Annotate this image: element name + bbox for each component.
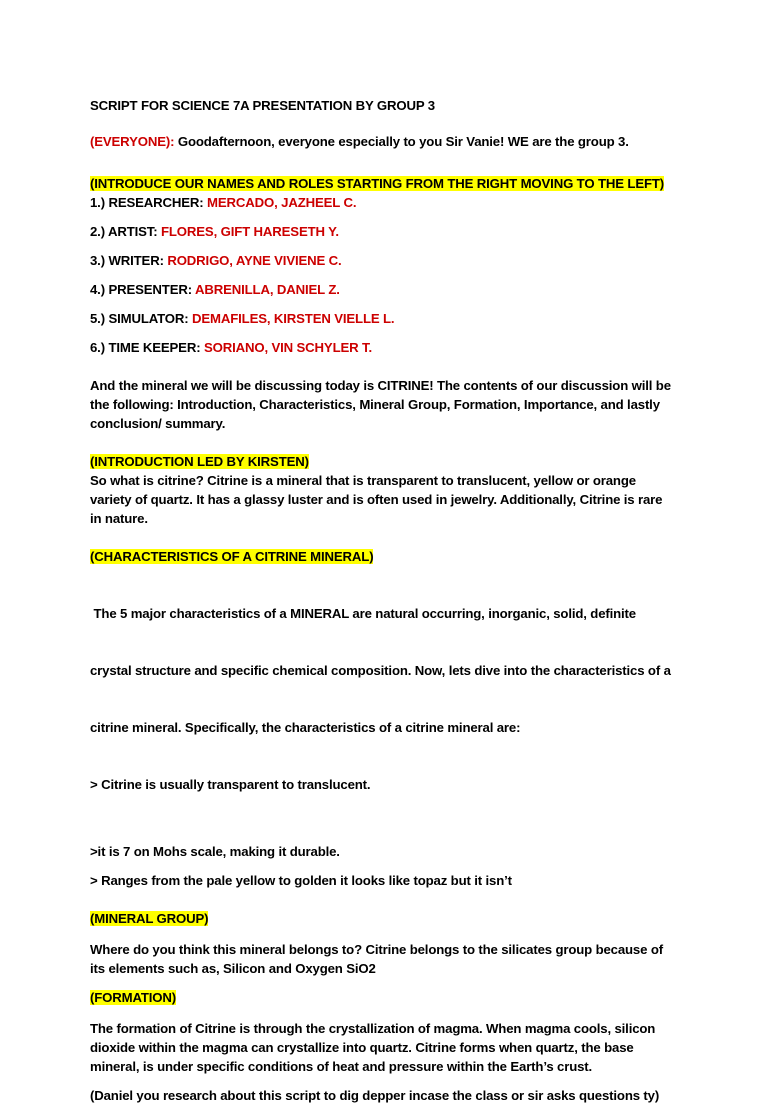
paragraph-line: citrine mineral. Specifically, the characteristics of a citrine mineral are: [90, 720, 521, 735]
role-name: DEMAFILES, KIRSTEN VIELLE L. [192, 311, 395, 326]
paragraph-line: mineral, is under specific conditions of heat and pressure within the Earth’s crust. [90, 1059, 593, 1074]
document-page [90, 96, 690, 1105]
mineral-group-heading [90, 909, 690, 928]
role-name: MERCADO, JAZHEEL C. [207, 195, 357, 210]
paragraph-line: The formation of Citrine is through the crystallization of magma. When magma cools, silicon [90, 1021, 656, 1036]
paragraph-line: conclusion/ summary. [90, 416, 226, 431]
formation-heading-text: (FORMATION) [90, 990, 176, 1005]
greeting-text: Goodafternoon, everyone especially to you Sir Vanie! WE are the group 3. [174, 134, 629, 149]
role-item-time-keeper [90, 338, 690, 357]
paragraph-line: So what is citrine? Citrine is a mineral that is transparent to translucent, yellow or orange [90, 473, 636, 488]
role-label: 1.) RESEARCHER: [90, 195, 208, 210]
document-title: SCRIPT FOR SCIENCE 7A PRESENTATION BY GROUP 3 [90, 98, 435, 113]
formation-heading [90, 988, 690, 1007]
greeting-speaker: (EVERYONE): [90, 134, 175, 149]
role-item-writer [90, 251, 690, 270]
role-item-artist [90, 222, 690, 241]
mineral-group-heading-text: (MINERAL GROUP) [90, 911, 209, 926]
overview-paragraph [90, 376, 690, 433]
mineral-group-paragraph [90, 940, 690, 978]
introduction-paragraph [90, 471, 690, 528]
role-item-researcher [90, 193, 690, 212]
paragraph-line: crystal structure and specific chemical composition. Now, lets dive into the characteristics of a [90, 663, 671, 678]
intro-names-heading [90, 174, 690, 193]
paragraph-line: variety of quartz. It has a glassy luster and is often used in jewelry. Additionally, Citrine is rare [90, 492, 663, 507]
introduction-heading [90, 452, 690, 471]
role-label: 2.) ARTIST: [90, 224, 161, 239]
role-name: FLORES, GIFT HARESETH Y. [160, 224, 339, 239]
paragraph-line: the following: Introduction, Characteristics, Mineral Group, Formation, Importance, and lastly [90, 397, 660, 412]
characteristic-bullet: > Ranges from the pale yellow to golden it looks like topaz but it isn’t [90, 873, 512, 888]
role-label: 6.) TIME KEEPER: [90, 340, 204, 355]
role-label: 5.) SIMULATOR: [90, 311, 193, 326]
role-name: SORIANO, VIN SCHYLER T. [203, 340, 372, 355]
paragraph-line: And the mineral we will be discussing today is CITRINE! The contents of our discussion will be [90, 378, 671, 393]
role-item-presenter [90, 280, 690, 299]
formation-note: (Daniel you research about this script to dig depper incase the class or sir asks questions ty) [90, 1088, 660, 1103]
characteristics-heading [90, 547, 690, 566]
introduction-heading-text: (INTRODUCTION LED BY KIRSTEN) [90, 454, 309, 469]
greeting-line [90, 132, 690, 151]
paragraph-line: > Citrine is usually transparent to translucent. [90, 777, 371, 792]
intro-names-heading-text: (INTRODUCE OUR NAMES AND ROLES STARTING FROM THE RIGHT MOVING TO THE LEFT) [90, 176, 665, 191]
role-name: RODRIGO, AYNE VIVIENE C. [167, 253, 342, 268]
paragraph-line: in nature. [90, 511, 148, 526]
paragraph-line: dioxide within the magma can crystallize into quartz. Citrine forms when quartz, the base [90, 1040, 634, 1055]
characteristics-paragraph [90, 566, 690, 832]
paragraph-line: The 5 major characteristics of a MINERAL are natural occurring, inorganic, solid, definite [90, 606, 636, 621]
formation-paragraph [90, 1019, 690, 1076]
characteristics-heading-text: (CHARACTERISTICS OF A CITRINE MINERAL) [90, 549, 374, 564]
paragraph-line: Where do you think this mineral belongs to? Citrine belongs to the silicates group because of [90, 942, 663, 957]
role-label: 3.) WRITER: [90, 253, 168, 268]
role-item-simulator [90, 309, 690, 328]
characteristic-bullet: >it is 7 on Mohs scale, making it durable. [90, 844, 340, 859]
paragraph-line: its elements such as, Silicon and Oxygen SiO2 [90, 961, 376, 976]
role-name: ABRENILLA, DANIEL Z. [194, 282, 340, 297]
role-label: 4.) PRESENTER: [90, 282, 195, 297]
